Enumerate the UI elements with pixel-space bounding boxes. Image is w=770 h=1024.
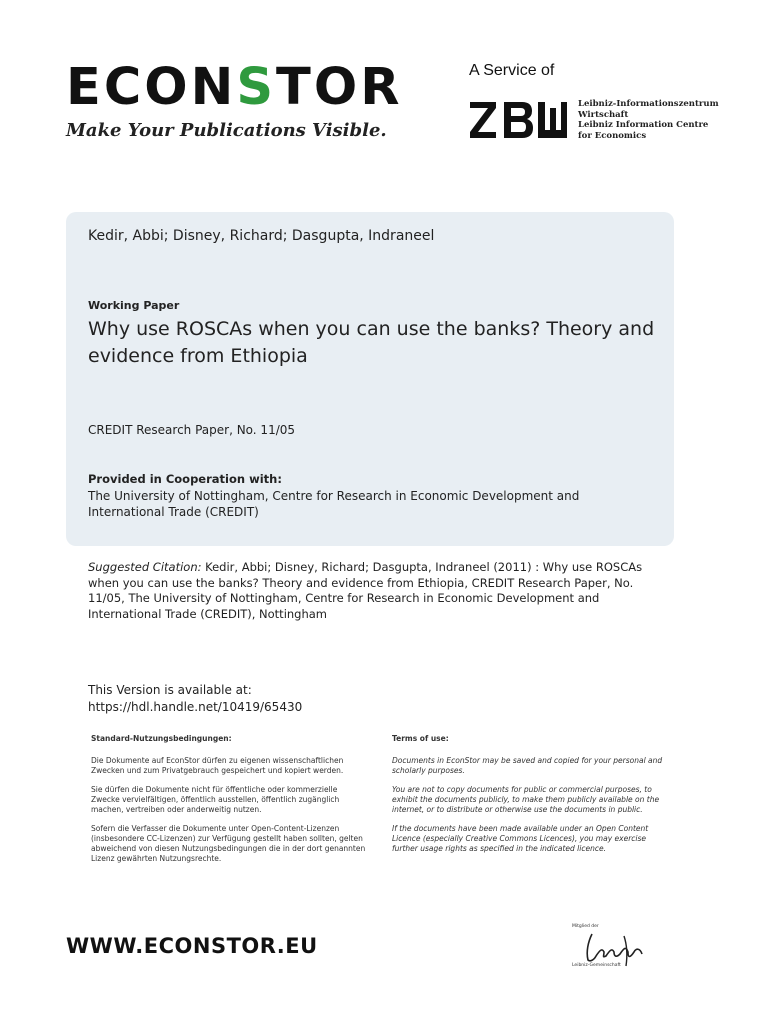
zbw-line: Leibniz Information Centre: [578, 120, 709, 130]
cooperation-institution: The University of Nottingham, Centre for Research in Economic Development and International Trade (CREDIT): [88, 489, 580, 519]
econstor-logo: [66, 58, 403, 117]
econstor-logo-text: ECONSTOR: [66, 58, 403, 117]
document-title: Why use ROSCAs when you can use the banks? Theory and evidence from Ethiopia: [88, 318, 655, 367]
service-label: A Service of: [469, 62, 555, 79]
authors: Kedir, Abbi; Disney, Richard; Dasgupta, Indraneel: [88, 228, 435, 244]
terms-english-paragraph: You are not to copy documents for public or commercial purposes, to exhibit the documents publicly, to make them publicly available on the internet, or to distribute or otherwise use the documents in public.: [392, 785, 660, 814]
zbw-line: Leibniz-Informationszentrum: [578, 99, 719, 109]
handle-link[interactable]: https://hdl.handle.net/10419/65430: [88, 700, 303, 714]
terms-german: [91, 734, 366, 873]
leibniz-logo: [566, 922, 650, 972]
citation-text: Kedir, Abbi; Disney, Richard; Dasgupta, Indraneel (2011) : Why use ROSCAs when you can use the banks? Theory and evidence from Ethiopia, CREDIT Research Paper, No. 11/05, The University of Nottingham, Centre for Research in Economic Development and International Trade (CREDIT), Nottingham: [88, 560, 643, 621]
zbw-institution-text: [578, 99, 719, 141]
zbw-line: for Economics: [578, 130, 647, 141]
econstor-url[interactable]: WWW.ECONSTOR.EU: [66, 934, 318, 958]
availability-label: This Version is available at:: [88, 683, 252, 697]
tagline: Make Your Publications Visible.: [66, 120, 387, 141]
zbw-line: Wirtschaft: [578, 109, 629, 120]
terms-german-paragraph: Sie dürfen die Dokumente nicht für öffentliche oder kommerzielle Zwecke vervielfältigen, öffentlich ausstellen, öffentlich zugänglich machen, vertreiben oder anderweitig nutzen.: [91, 785, 340, 814]
terms-german-paragraph: Die Dokumente auf EconStor dürfen zu eigenen wissenschaftlichen Zwecken und zum Privatgebrauch gespeichert und kopiert werden.: [91, 756, 344, 775]
terms-english: [392, 734, 667, 863]
availability: [88, 682, 302, 716]
terms-english-paragraph: Documents in EconStor may be saved and copied for your personal and scholarly purposes.: [392, 756, 663, 775]
series: CREDIT Research Paper, No. 11/05: [88, 423, 296, 437]
suggested-citation: [88, 560, 658, 622]
terms-german-paragraph: Sofern die Verfasser die Dokumente unter Open-Content-Lizenzen (insbesondere CC-Lizenzen) zur Verfügung gestellt haben sollten, gelten abweichend von diesen Nutzungsbedingungen die in der dort genannten Lizenz gewährten Nutzungsrechte.: [91, 824, 366, 863]
terms-english-heading: Terms of use:: [392, 734, 449, 743]
document-type: Working Paper: [88, 299, 180, 312]
terms-english-paragraph: If the documents have been made available under an Open Content Licence (especially Creative Commons Licences), you may exercise further usage rights as specified in the indicated licence.: [392, 824, 649, 853]
citation-label: Suggested Citation:: [88, 560, 202, 574]
leibniz-member-label: Mitglied der: [572, 924, 599, 929]
cooperation-label: Provided in Cooperation with:: [88, 472, 282, 486]
leibniz-gemeinschaft-label: Leibniz-Gemeinschaft: [572, 963, 621, 968]
terms-german-heading: Standard-Nutzungsbedingungen:: [91, 734, 232, 743]
zbw-logo-icon: [468, 100, 568, 140]
